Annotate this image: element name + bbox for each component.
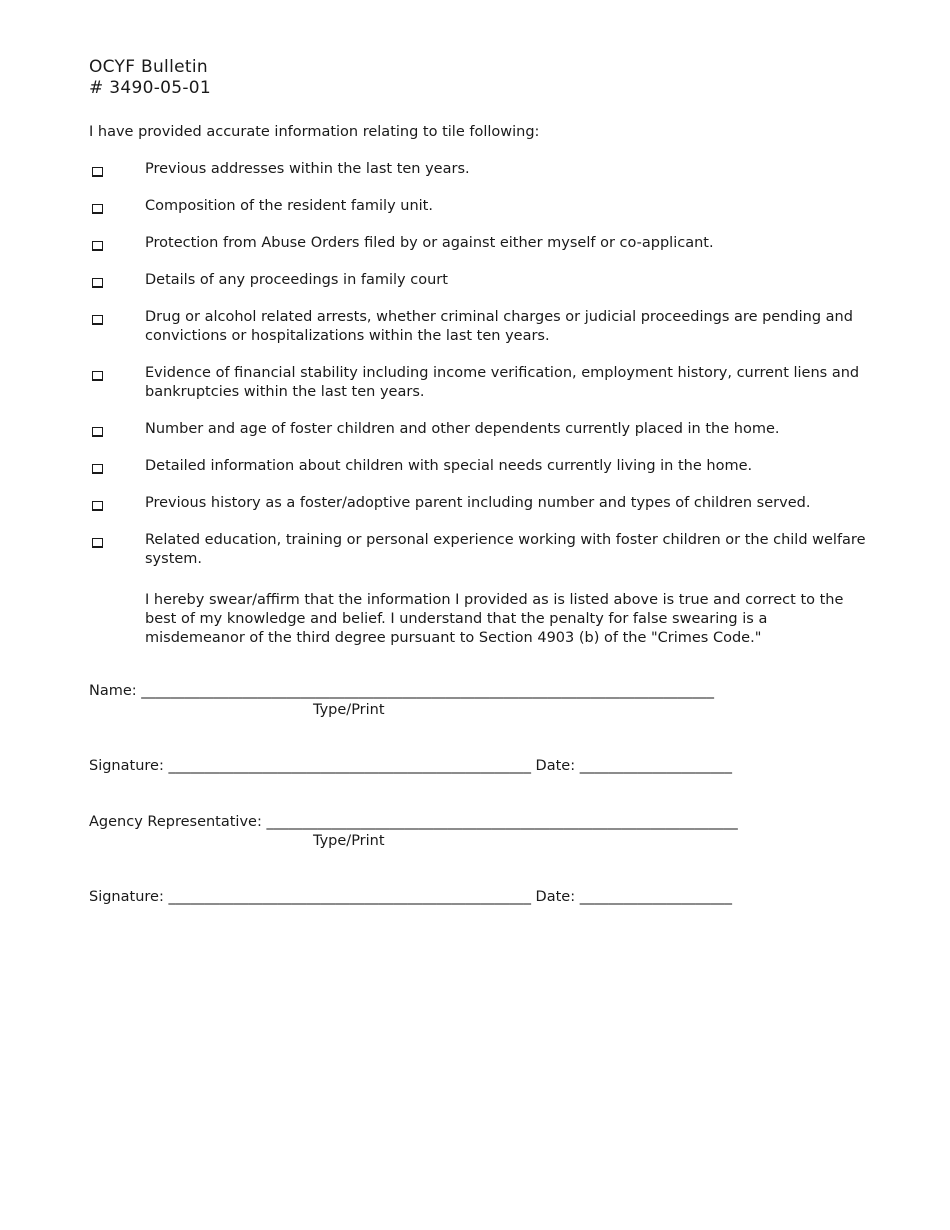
checklist-item-text: Drug or alcohol related arrests, whether criminal charges or judicial proceedings are pending and convictions or hospitalizations within the last ten years. <box>145 309 853 344</box>
bulletin-title: OCYF Bulletin <box>89 57 208 77</box>
name-type-print-hint: Type/Print <box>313 702 385 718</box>
checkbox-icon[interactable] <box>92 204 103 214</box>
signature-date-field-applicant[interactable]: Signature: __________________________________________________ Date: _____________________ <box>89 758 732 774</box>
checkbox-icon[interactable] <box>92 538 103 548</box>
checklist-item-text: Previous history as a foster/adoptive parent including number and types of children served. <box>145 495 811 511</box>
checklist-item <box>89 531 869 569</box>
checkbox-icon[interactable] <box>92 241 103 251</box>
checkbox-icon[interactable] <box>92 371 103 381</box>
name-field[interactable]: Name: _______________________________________________________________________________ <box>89 683 715 699</box>
information-checklist <box>89 160 869 587</box>
checklist-item <box>89 364 869 402</box>
checklist-item-text: Number and age of foster children and other dependents currently placed in the home. <box>145 421 780 437</box>
checklist-item <box>89 197 869 216</box>
checklist-item-text: Protection from Abuse Orders filed by or against either myself or co-applicant. <box>145 235 714 251</box>
checkbox-icon[interactable] <box>92 278 103 288</box>
checklist-item-text: Previous addresses within the last ten years. <box>145 161 470 177</box>
checklist-item <box>89 234 869 253</box>
agency-representative-field[interactable]: Agency Representative: _________________________________________________________________ <box>89 814 738 830</box>
checkbox-icon[interactable] <box>92 501 103 511</box>
checklist-item-text: Composition of the resident family unit. <box>145 198 433 214</box>
signature-date-field-agency[interactable]: Signature: __________________________________________________ Date: _____________________ <box>89 889 732 905</box>
agency-type-print-hint: Type/Print <box>313 833 385 849</box>
checkbox-icon[interactable] <box>92 464 103 474</box>
checklist-item-text: Related education, training or personal experience working with foster children or the child welfare system. <box>145 532 866 567</box>
checklist-item-text: Detailed information about children with special needs currently living in the home. <box>145 458 753 474</box>
checklist-item <box>89 420 869 439</box>
checkbox-icon[interactable] <box>92 167 103 177</box>
checklist-item-text: Details of any proceedings in family court <box>145 272 448 288</box>
checklist-item <box>89 160 869 179</box>
affirmation-statement: I hereby swear/affirm that the information I provided as is listed above is true and correct to the best of my knowledge and belief. I understand that the penalty for false swearing is a misdemeanor of the third degree pursuant to Section 4903 (b) of the "Crimes Code." <box>145 592 844 646</box>
checkbox-icon[interactable] <box>92 427 103 437</box>
bulletin-number: # 3490-05-01 <box>89 78 212 98</box>
checklist-item <box>89 271 869 290</box>
bulletin-header <box>89 57 211 99</box>
intro-statement: I have provided accurate information relating to tile following: <box>89 124 540 140</box>
checklist-item-text: Evidence of financial stability including income verification, employment history, current liens and bankruptcies within the last ten years. <box>145 365 860 400</box>
checklist-item <box>89 308 869 346</box>
checklist-item <box>89 494 869 513</box>
checklist-item <box>89 457 869 476</box>
checkbox-icon[interactable] <box>92 315 103 325</box>
